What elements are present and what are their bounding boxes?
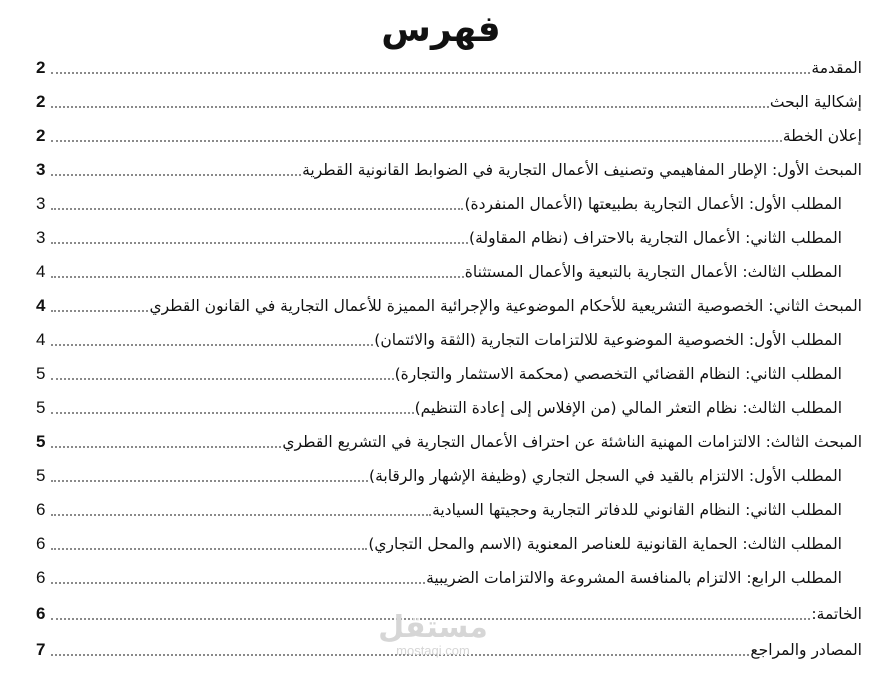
- toc-entry-label: المقدمة: [811, 59, 862, 77]
- toc-entry-label: المطلب الأول: الخصوصية الموضوعية للالتزامات التجارية (الثقة والائتمان): [374, 331, 842, 349]
- toc-entry-chapter-2-section-2[interactable]: [36, 352, 862, 386]
- dot-leader: [51, 514, 431, 516]
- toc-page-number: 5: [36, 466, 46, 485]
- toc-entry-label: المطلب الثاني: الأعمال التجارية بالاحتراف (نظام المقاولة): [469, 229, 842, 247]
- dot-leader: [51, 344, 373, 346]
- dot-leader: [51, 654, 749, 656]
- toc-entry-chapter-2-section-3[interactable]: [36, 386, 862, 420]
- dot-leader: [51, 310, 148, 312]
- toc-entry-references[interactable]: [36, 628, 862, 662]
- toc-page-number: 4: [36, 330, 46, 349]
- dot-leader: [51, 106, 769, 108]
- watermark-latin: mostaqi.com: [396, 643, 470, 658]
- toc-entry-chapter-3[interactable]: [36, 420, 862, 454]
- toc-page-number: 5: [36, 398, 46, 417]
- toc-entry-label: المطلب الثاني: النظام القضائي التخصصي (محكمة الاستثمار والتجارة): [394, 365, 842, 383]
- toc-entry-label: المطلب الأول: الالتزام بالقيد في السجل التجاري (وظيفة الإشهار والرقابة): [369, 467, 842, 485]
- toc-entry-label: إشكالية البحث: [769, 93, 862, 111]
- dot-leader: [51, 276, 464, 278]
- toc-page-number: 5: [36, 432, 46, 451]
- dot-leader: [51, 582, 425, 584]
- toc-entry-conclusion[interactable]: [36, 592, 862, 626]
- toc-page-number: 3: [36, 194, 46, 213]
- toc-entry-label: المطلب الثالث: الحماية القانونية للعناصر المعنوية (الاسم والمحل التجاري): [368, 535, 842, 553]
- toc-page-number: 2: [36, 58, 46, 77]
- toc-page-number: 6: [36, 604, 46, 623]
- toc-entry-chapter-1-section-3[interactable]: [36, 250, 862, 284]
- toc-entry-research-problem[interactable]: [36, 80, 862, 114]
- dot-leader: [51, 208, 463, 210]
- toc-page-number: 2: [36, 126, 46, 145]
- watermark-arabic: مستقل: [378, 610, 488, 645]
- toc-entry-chapter-1-section-2[interactable]: [36, 216, 862, 250]
- dot-leader: [51, 242, 468, 244]
- toc-entry-label: المطلب الثالث: الأعمال التجارية بالتبعية والأعمال المستثناة: [464, 263, 842, 281]
- toc-page-number: 2: [36, 92, 46, 111]
- page-title: فهرس: [381, 9, 501, 50]
- toc-entry-chapter-2[interactable]: [36, 284, 862, 318]
- toc-entry-chapter-3-section-1[interactable]: [36, 454, 862, 488]
- toc-page-number: 3: [36, 228, 46, 247]
- toc-entry-chapter-3-section-3[interactable]: [36, 522, 862, 556]
- toc-entry-label: المطلب الثالث: نظام التعثر المالي (من الإفلاس إلى إعادة التنظيم): [414, 399, 842, 417]
- toc-entry-chapter-1-section-1[interactable]: [36, 182, 862, 216]
- toc-entry-label: المبحث الثاني: الخصوصية التشريعية للأحكام الموضوعية والإجرائية المميزة للأعمال التجارية في القانون القطري: [149, 297, 862, 315]
- toc-page-number: 6: [36, 534, 46, 553]
- toc-entry-chapter-3-section-2[interactable]: [36, 488, 862, 522]
- toc-page-number: 5: [36, 364, 46, 383]
- toc-page-number: 4: [36, 296, 46, 315]
- toc-entry-label: المصادر والمراجع: [750, 641, 862, 659]
- dot-leader: [51, 174, 301, 176]
- toc-entry-label: المبحث الأول: الإطار المفاهيمي وتصنيف الأعمال التجارية في الضوابط القانونية القطرية: [302, 161, 862, 179]
- dot-leader: [51, 618, 810, 620]
- toc-entry-plan[interactable]: [36, 114, 862, 148]
- toc-entry-label: إعلان الخطة: [782, 127, 862, 145]
- toc-entry-chapter-3-section-4[interactable]: [36, 556, 862, 590]
- toc-page-number: 3: [36, 160, 46, 179]
- toc-entry-label: الخاتمة:: [811, 605, 862, 623]
- dot-leader: [51, 140, 782, 142]
- toc-page-number: 4: [36, 262, 46, 281]
- dot-leader: [51, 548, 367, 550]
- toc-entry-label: المبحث الثالث: الالتزامات المهنية الناشئة عن احتراف الأعمال التجارية في التشريع القطري: [282, 433, 862, 451]
- dot-leader: [51, 480, 368, 482]
- toc-page-number: 6: [36, 568, 46, 587]
- dot-leader: [51, 412, 414, 414]
- toc-entry-chapter-2-section-1[interactable]: [36, 318, 862, 352]
- toc-page-number: 6: [36, 500, 46, 519]
- toc-entry-label: المطلب الرابع: الالتزام بالمنافسة المشروعة والالتزامات الضريبية: [426, 569, 842, 587]
- dot-leader: [51, 72, 810, 74]
- dot-leader: [51, 446, 281, 448]
- toc-entry-label: المطلب الثاني: النظام القانوني للدفاتر التجارية وحجيتها السيادية: [432, 501, 842, 519]
- toc-entry-label: المطلب الأول: الأعمال التجارية بطبيعتها (الأعمال المنفردة): [464, 195, 842, 213]
- dot-leader: [51, 378, 394, 380]
- toc-page-number: 7: [36, 640, 46, 659]
- toc-entry-introduction[interactable]: [36, 46, 862, 80]
- toc-entry-chapter-1[interactable]: [36, 148, 862, 182]
